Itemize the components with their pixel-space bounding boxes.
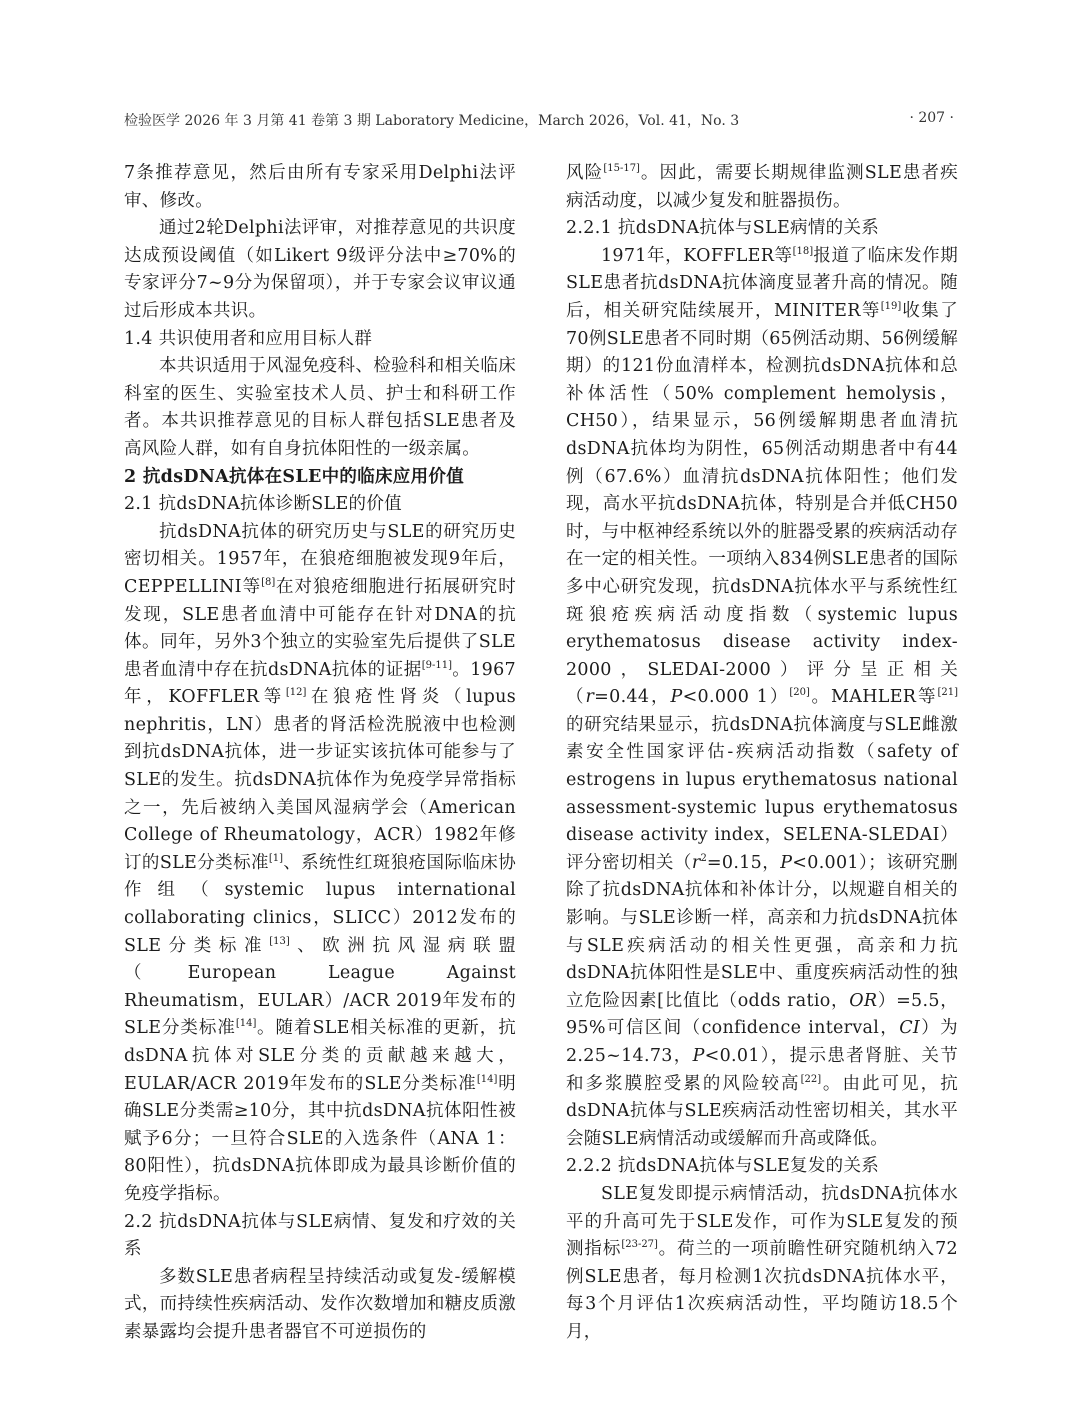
stat-symbol: r: [585, 687, 595, 708]
citation-ref: [21]: [937, 687, 958, 699]
section-heading-2-2: 2.2 抗dsDNA抗体与SLE病情、复发和疗效的关系: [124, 1211, 516, 1260]
citation-ref: [14]: [235, 1018, 257, 1030]
stat-symbol: P: [780, 852, 793, 873]
citation-ref: [14]: [476, 1073, 498, 1085]
text-run: 。MAHLER等: [809, 687, 938, 708]
text-run: 在狼疮性肾炎（lupus nephritis，LN）患者的肾活检洗脱液中也检测到抗dsDNA抗体，进一步证实该抗体可能参与了SLE的发生。抗dsDNA抗体作为免疫学异常指标之一，先后被纳入美国风湿病学会（American College of Rheumatology，ACR）1982年修订的SLE分类标准: [124, 687, 516, 873]
citation-ref: [9-11]: [421, 659, 453, 671]
stat-symbol: P: [692, 1046, 705, 1066]
text-run: 。1967年，KOFFLER等: [124, 659, 516, 708]
text-run: SLE复发即提示病情活动，抗dsDNA抗体水平的升高可先于SLE发作，可作为SLE复发的预测指标: [566, 1183, 958, 1260]
text-run: <0.001）；该研究删除了抗dsDNA抗体和补体计分，以规避自相关的影响。与SLE诊断一样，高亲和力抗dsDNA抗体与SLE疾病活动的相关性更强，高亲和力抗dsDNA抗体阳性是SLE中、重度疾病活动性的独立危险因素[比值比（odds ratio，: [566, 852, 958, 1011]
text-run: 、欧洲抗风湿病联盟（European League Against Rheumatism，EULAR）/ACR 2019年发布的SLE分类标准: [124, 935, 517, 1039]
section-heading-1-4: 1.4 共识使用者和应用目标人群: [124, 328, 373, 349]
right-column: [566, 160, 958, 1347]
citation-ref: [12]: [285, 687, 307, 699]
text-run: 。因此，需要长期规律监测SLE患者疾病活动度，以减少复发和脏器损伤。: [566, 163, 958, 211]
text-run: ）为2.25~14.73，: [566, 1018, 958, 1066]
stat-symbol: OR: [849, 990, 878, 1011]
text-run: =0.15，: [706, 852, 781, 873]
text-run: 抗dsDNA抗体的研究历史与SLE的研究历史密切相关。1957年，在狼疮细胞被发现9年后，CEPPELLINI等: [124, 521, 516, 597]
paragraph: [566, 243, 958, 1154]
paragraph: [566, 1181, 958, 1347]
exponent: 2: [700, 852, 707, 864]
text-run: 1971年，KOFFLER等: [601, 245, 793, 266]
stat-symbol: r: [691, 852, 701, 873]
text-run: ）=5.5，95%可信区间（confidence interval，: [566, 990, 958, 1039]
text-run: 明确SLE分类需≥10分，其中抗dsDNA抗体阳性被赋予6分；一旦符合SLE的入选条件（ANA 1：80阳性），抗dsDNA抗体即成为最具诊断价值的免疫学指标。: [124, 1073, 516, 1204]
stat-symbol: CI: [899, 1018, 921, 1039]
paragraph: [566, 160, 958, 215]
section-heading-2-2-2: 2.2.2 抗dsDNA抗体与SLE复发的关系: [566, 1156, 880, 1177]
section-heading-2-2-1: 2.2.1 抗dsDNA抗体与SLE病情的关系: [566, 218, 880, 239]
text-run: 报道了临床发作期SLE患者抗dsDNA抗体滴度显著升高的情况。随后，相关研究陆续展开，MINITER等: [566, 245, 958, 321]
text-run: <0.000 1）: [682, 687, 790, 708]
page-number: · 207 ·: [909, 110, 954, 126]
text-run: 、系统性红斑狼疮国际临床协作组（systemic lupus international collaborating clinics，SLICC）2012发布的SLE分类标准: [124, 852, 516, 956]
citation-ref: [13]: [269, 935, 290, 947]
citation-ref: [15-17]: [603, 163, 640, 174]
citation-ref: [18]: [792, 245, 814, 257]
paragraph: 多数SLE患者病程呈持续活动或复发-缓解模式，而持续性疾病活动、发作次数增加和糖皮质激素暴露均会提升患者器官不可逆损伤的: [124, 1266, 516, 1342]
journal-citation: 检验医学 2026 年 3 月第 41 卷第 3 期 Laboratory Medicine，March 2026，Vol. 41，No. 3: [124, 113, 740, 129]
paragraph: [124, 519, 516, 1209]
text-run: =0.44，: [594, 687, 671, 708]
citation-ref: [20]: [789, 687, 810, 699]
paragraph: 本共识适用于风湿免疫科、检验科和相关临床科室的医生、实验室技术人员、护士和科研工作者。本共识推荐意见的目标人群包括SLE患者及高风险人群，如有自身抗体阳性的一级亲属。: [124, 356, 516, 459]
text-run: <0.01），提示患者肾脏、关节和多浆膜腔受累的风险较高: [566, 1046, 958, 1094]
left-column: [124, 160, 516, 1347]
section-heading-2-1: 2.1 抗dsDNA抗体诊断SLE的价值: [124, 494, 402, 515]
citation-ref: [22]: [800, 1073, 822, 1085]
text-run: 。荷兰的一项前瞻性研究随机纳入72例SLE患者，每月检测1次抗dsDNA抗体水平，每3个月评估1次疾病活动性，平均随访18.5个月，: [566, 1239, 958, 1342]
section-heading-2: 2 抗dsDNA抗体在SLE中的临床应用价值: [124, 466, 464, 487]
citation-ref: [8]: [261, 576, 276, 588]
citation-ref: [19]: [880, 300, 902, 312]
text-run: 的研究结果显示，抗dsDNA抗体滴度与SLE雌激素安全性国家评估-疾病活动指数（safety of estrogens in lupus erythematosus national assessment-systemic lupus erythematosus disease activity index，SELENA-SLEDAI）评分密切相关（: [566, 714, 958, 873]
text-run: 。随着SLE相关标准的更新，抗dsDNA抗体对SLE分类的贡献越来越大，EULAR/ACR 2019年发布的SLE分类标准: [124, 1018, 516, 1094]
text-run: 在对狼疮细胞进行拓展研究时发现，SLE患者血清中可能存在针对DNA的抗体。同年，另外3个独立的实验室先后提供了SLE患者血清中存在抗dsDNA抗体的证据: [124, 576, 516, 680]
citation-ref: [23-27]: [621, 1239, 658, 1251]
citation-ref: [1]: [268, 852, 284, 864]
text-run: 。由此可见，抗dsDNA抗体与SLE疾病活动性密切相关，其水平会随SLE病情活动或缓解而升高或降低。: [566, 1073, 958, 1149]
paragraph: 7条推荐意见，然后由所有专家采用Delphi法评审、修改。: [124, 163, 516, 211]
text-run: 收集了70例SLE患者不同时期（65例活动期、56例缓解期）的121份血清样本，检测抗dsDNA抗体和总补体活性（50% complement hemolysis，CH50），结果显示，56例缓解期患者血清抗dsDNA抗体均为阴性，65例活动期患者中有44例（67.6%）血清抗dsDNA抗体阳性；他们发现，高水平抗dsDNA抗体，特别是合并低CH50时，与中枢神经系统以外的脏器受累的疾病活动存在一定的相关性。一项纳入834例SLE患者的国际多中心研究发现，抗dsDNA抗体水平与系统性红斑狼疮疾病活动度指数（systemic lupus erythematosus disease activity index-2000，SLEDAI-2000）评分呈正相关（: [566, 300, 958, 708]
paragraph: 通过2轮Delphi法评审，对推荐意见的共识度达成预设阈值（如Likert 9级评分法中≥70%的专家评分7~9分为保留项），并于专家会议审议通过后形成本共识。: [124, 218, 516, 321]
text-run: 风险: [566, 163, 604, 183]
stat-symbol: P: [670, 687, 683, 708]
